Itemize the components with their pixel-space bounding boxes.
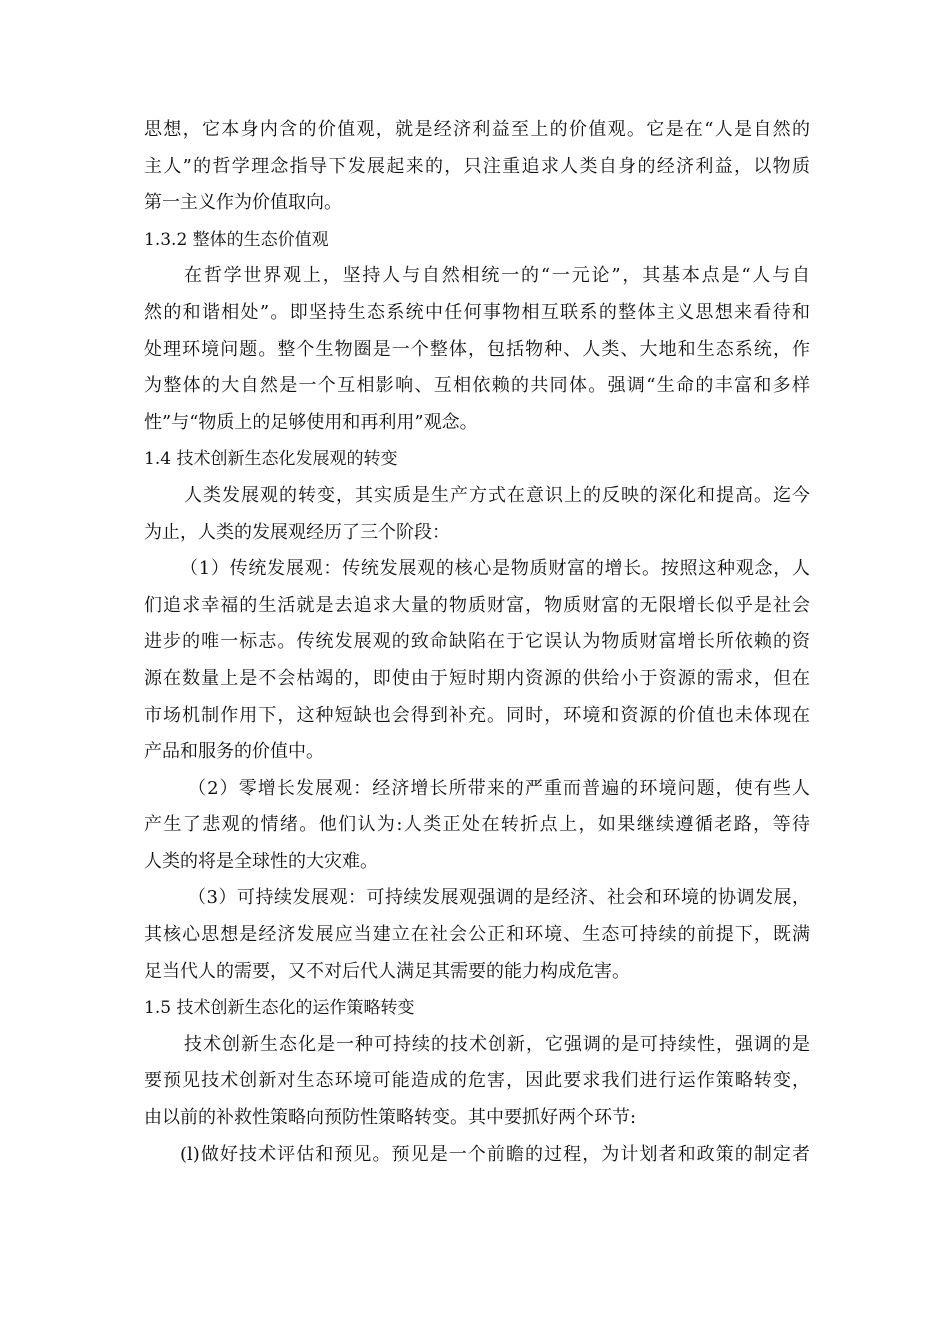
text-line: 为止，人类的发展观经历了三个阶段：: [144, 521, 450, 543]
section-heading-1-3-2: 1.3.2 整体的生态价值观: [144, 229, 329, 250]
text-line: （2）零增长发展观：经济增长所带来的严重而普遍的环境问题，使有些人: [188, 777, 810, 799]
text-line: 其核心思想是经济发展应当建立在社会公正和环境、生态可持续的前提下，既满: [144, 924, 810, 946]
text-line: 性”与“物质上的足够使用和再利用”观念。: [144, 411, 478, 433]
text-line: 要预见技术创新对生态环境可能造成的危害，因此要求我们进行运作策略转变，: [144, 1070, 810, 1092]
text-line: 们追求幸福的生活就是去追求大量的物质财富，物质财富的无限增长似乎是社会: [144, 594, 810, 616]
text-line: 人类发展观的转变，其实质是生产方式在意识上的反映的深化和提高。迄今: [184, 484, 810, 506]
text-line: 主人”的哲学理念指导下发展起来的，只注重追求人类自身的经济利益，以物质: [144, 155, 810, 177]
text-line: 然的和谐相处”。即坚持生态系统中任何事物相互联系的整体主义思想来看待和: [144, 301, 810, 323]
text-line: （1）传统发展观：传统发展观的核心是物质财富的增长。按照这种观念，人: [180, 558, 810, 580]
text-line: 源在数量上是不会枯竭的，即使由于短时期内资源的供给小于资源的需求，但在: [144, 667, 810, 689]
text-line: 产生了悲观的情绪。他们认为:人类正处在转折点上，如果继续遵循老路，等待: [144, 814, 810, 836]
text-line: 人类的将是全球性的大灾难。: [144, 850, 378, 872]
section-heading-1-5: 1.5 技术创新生态化的运作策略转变: [144, 998, 415, 1019]
text-line: (l)做好技术评估和预见。预见是一个前瞻的过程，为计划者和政策的制定者: [180, 1143, 810, 1165]
text-line: 处理环境问题。整个生物圈是一个整体，包括物种、人类、大地和生态系统，作: [144, 338, 810, 360]
text-line: 为整体的大自然是一个互相影响、互相依赖的共同体。强调“生命的丰富和多样: [144, 375, 810, 397]
text-line: 产品和服务的价值中。: [144, 741, 324, 763]
text-line: 第一主义作为价值取向。: [144, 192, 342, 214]
text-line: 市场机制作用下，这种短缺也会得到补充。同时，环境和资源的价值也未体现在: [144, 704, 810, 726]
text-line: 在哲学世界观上，坚持人与自然相统一的“一元论”，其基本点是“人与自: [184, 265, 810, 287]
section-heading-1-4: 1.4 技术创新生态化发展观的转变: [144, 449, 398, 470]
text-line: 思想，它本身内含的价值观，就是经济利益至上的价值观。它是在“人是自然的: [144, 119, 810, 140]
text-line: 由以前的补救性策略向预防性策略转变。其中要抓好两个环节:: [144, 1107, 637, 1129]
text-line: （3）可持续发展观：可持续发展观强调的是经济、社会和环境的协调发展，: [188, 887, 810, 909]
document-body: [144, 112, 810, 1173]
text-line: 进步的唯一标志。传统发展观的致命缺陷在于它误认为物质财富增长所依赖的资: [144, 631, 810, 653]
text-line: 技术创新生态化是一种可持续的技术创新，它强调的是可持续性，强调的是: [184, 1033, 810, 1055]
text-line: 足当代人的需要，又不对后代人满足其需要的能力构成危害。: [144, 960, 630, 982]
